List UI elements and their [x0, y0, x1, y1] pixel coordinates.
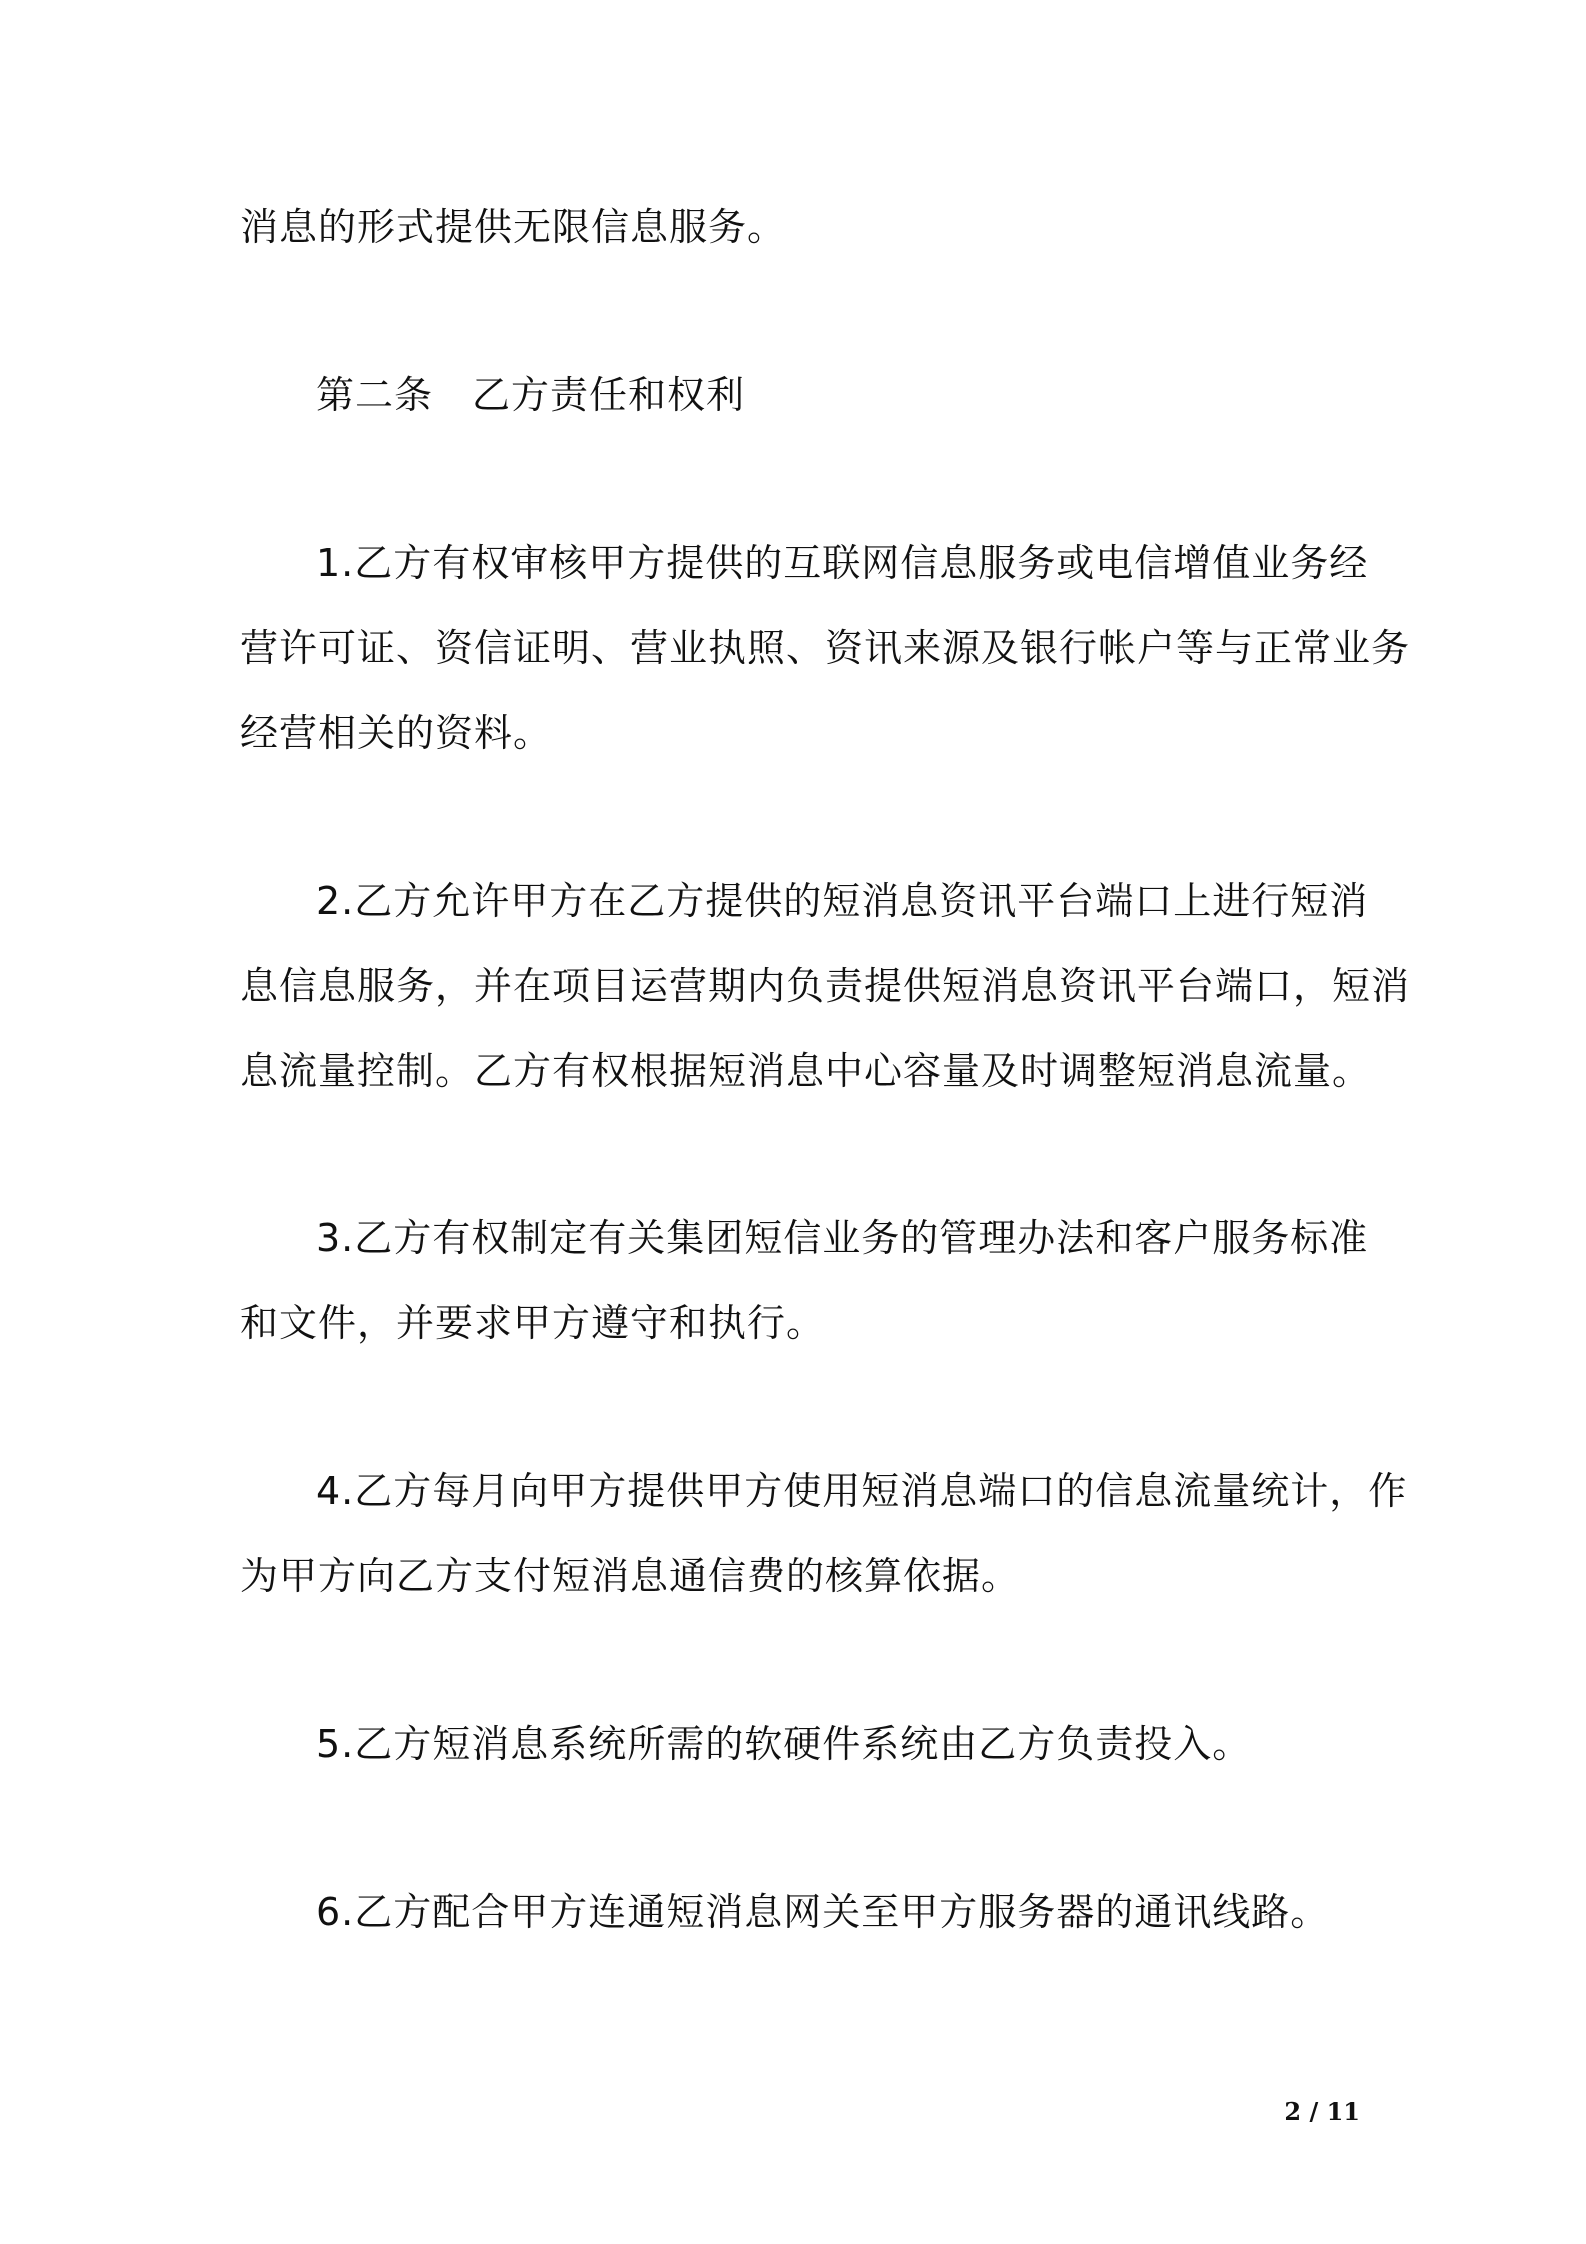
- clause-3-line-1: 3.乙方有权制定有关集团短信业务的管理办法和客户服务标准: [316, 1216, 1369, 1260]
- clause-1-line-2: 营许可证、资信证明、营业执照、资讯来源及银行帐户等与正常业务: [240, 626, 1411, 670]
- page-number: 2 / 11: [1284, 2097, 1360, 2126]
- clause-2-line-3: 息流量控制。乙方有权根据短消息中心容量及时调整短消息流量。: [240, 1049, 1372, 1093]
- clause-3-line-2: 和文件，并要求甲方遵守和执行。: [240, 1301, 826, 1345]
- clause-2-line-2: 息信息服务，并在项目运营期内负责提供短消息资讯平台端口，短消: [240, 964, 1411, 1008]
- clause-4-line-1: 4.乙方每月向甲方提供甲方使用短消息端口的信息流量统计，作: [316, 1469, 1408, 1513]
- clause-4-line-2: 为甲方向乙方支付短消息通信费的核算依据。: [240, 1554, 1021, 1598]
- article-heading: 第二条 乙方责任和权利: [316, 373, 746, 417]
- clause-6-line-1: 6.乙方配合甲方连通短消息网关至甲方服务器的通讯线路。: [316, 1890, 1330, 1934]
- clause-2-line-1: 2.乙方允许甲方在乙方提供的短消息资讯平台端口上进行短消: [316, 879, 1369, 923]
- clause-5-line-1: 5.乙方短消息系统所需的软硬件系统由乙方负责投入。: [316, 1722, 1252, 1766]
- clause-1-line-1: 1.乙方有权审核甲方提供的互联网信息服务或电信增值业务经: [316, 541, 1369, 585]
- clause-1-line-3: 经营相关的资料。: [240, 711, 553, 755]
- continuation-line: 消息的形式提供无限信息服务。: [240, 205, 787, 249]
